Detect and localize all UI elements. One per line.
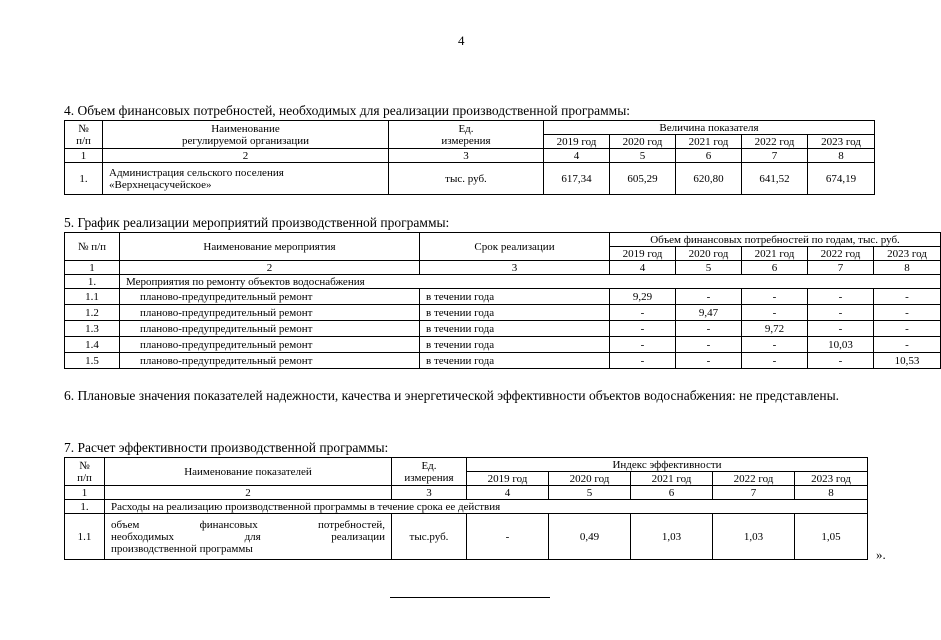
schedule-table	[64, 232, 941, 369]
year-header: 2022 год	[808, 247, 874, 261]
page-number: 4	[458, 33, 465, 48]
year-header: 2019 год	[544, 135, 610, 149]
year-header: 2020 год	[549, 472, 631, 486]
table-row: 1.3 планово-предупредительный ремонт в течении года - - 9,72 - -	[65, 321, 941, 337]
index-row: 1 2 3 4 5 6 7 8	[65, 149, 875, 163]
section-4-heading: 4. Объем финансовых потребностей, необходимых для реализации производственной программы:	[64, 103, 631, 118]
year-header: 2021 год	[742, 247, 808, 261]
footer-divider	[390, 597, 550, 598]
table-row: 1.2 планово-предупредительный ремонт в течении года - 9,47 - - -	[65, 305, 941, 321]
year-header: 2023 год	[808, 135, 875, 149]
col-no-header: № п/п	[65, 233, 120, 261]
year-header: 2019 год	[467, 472, 549, 486]
col-org-header: Наименование регулируемой организации	[103, 121, 389, 149]
table-row: 1. Администрация сельского поселения «Верхнецасучейское» тыс. руб. 617,34 605,29 620,80 641,52 674,19	[65, 163, 875, 195]
year-header: 2022 год	[742, 135, 808, 149]
col-group-header: Величина показателя	[544, 121, 875, 135]
col-group-header: Объем финансовых потребностей по годам, тыс. руб.	[610, 233, 941, 247]
year-header: 2020 год	[610, 135, 676, 149]
financial-needs-table	[64, 120, 875, 195]
col-event-header: Наименование мероприятия	[120, 233, 420, 261]
year-header: 2023 год	[874, 247, 941, 261]
index-row: 1 2 3 4 5 6 7 8	[65, 486, 868, 500]
table-row: 1.4 планово-предупредительный ремонт в течении года - - - 10,03 -	[65, 337, 941, 353]
closing-quote: ».	[876, 547, 886, 562]
index-row: 1 2 3 4 5 6 7 8	[65, 261, 941, 275]
group-row: 1. Мероприятия по ремонту объектов водоснабжения	[65, 275, 941, 289]
year-header: 2021 год	[631, 472, 713, 486]
organization-name: Администрация сельского поселения «Верхнецасучейское»	[103, 163, 389, 195]
section-5-heading: 5. График реализации мероприятий производственной программы:	[64, 215, 450, 230]
section-7-heading: 7. Расчет эффективности производственной программы:	[64, 440, 389, 455]
year-header: 2020 год	[676, 247, 742, 261]
section-6-paragraph: 6. Плановые значения показателей надежности, качества и энергетической эффективности объектов водоснабжения: не представлены.	[64, 388, 840, 403]
col-unit-header: Ед. измерения	[389, 121, 544, 149]
year-header: 2019 год	[610, 247, 676, 261]
year-header: 2022 год	[713, 472, 795, 486]
col-no-header: № п/п	[65, 458, 105, 486]
table-row: 1.1 планово-предупредительный ремонт в течении года 9,29 - - - -	[65, 289, 941, 305]
col-term-header: Срок реализации	[420, 233, 610, 261]
table-row: 1.5 планово-предупредительный ремонт в течении года - - - - 10,53	[65, 353, 941, 369]
col-unit-header: Ед. измерения	[392, 458, 467, 486]
group-row: 1. Расходы на реализацию производственной программы в течение срока ее действия	[65, 500, 868, 514]
table-row: 1.1 объем финансовых потребностей, необходимых для реализации производственной программы тыс.руб. - 0,49 1,03 1,03 1,05	[65, 514, 868, 560]
year-header: 2021 год	[676, 135, 742, 149]
col-indicator-header: Наименование показателей	[105, 458, 392, 486]
col-group-header: Индекс эффективности	[467, 458, 868, 472]
indicator-name: объем финансовых потребностей, необходимых для реализации производственной программы	[105, 514, 392, 560]
efficiency-table	[64, 457, 868, 560]
col-no-header: № п/п	[65, 121, 103, 149]
year-header: 2023 год	[795, 472, 868, 486]
